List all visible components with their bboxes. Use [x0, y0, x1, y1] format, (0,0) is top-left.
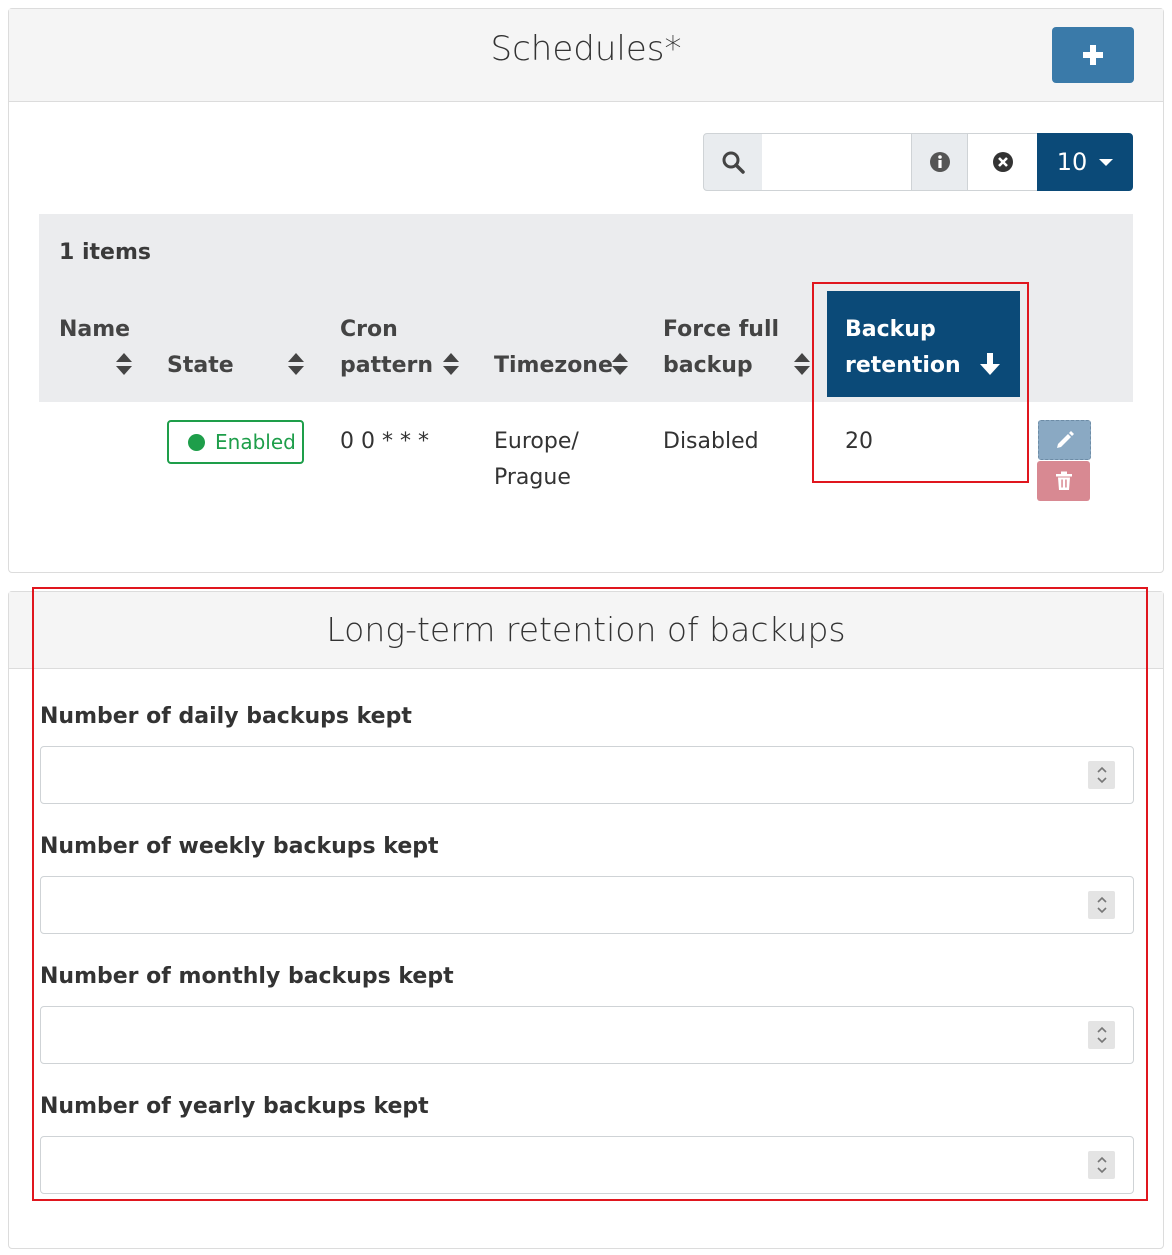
page-size-dropdown[interactable] [1037, 133, 1133, 191]
monthly-backups-input[interactable] [41, 1007, 1071, 1063]
schedules-panel [8, 8, 1164, 573]
yearly-backups-label: Number of yearly backups kept [40, 1094, 429, 1119]
monthly-backups-label: Number of monthly backups kept [40, 964, 454, 989]
status-dot-icon [188, 434, 205, 451]
column-header-label: backup [663, 353, 753, 378]
add-schedule-button[interactable] [1052, 27, 1134, 83]
row-timezone-line: Europe/ [494, 429, 579, 454]
sort-icon[interactable] [794, 353, 810, 375]
column-header-backup-retention[interactable] [827, 291, 1020, 397]
retention-panel-header [9, 592, 1163, 669]
column-header-label: State [167, 353, 234, 378]
monthly-backups-field [40, 1006, 1134, 1064]
schedules-panel-header [9, 9, 1163, 102]
status-label: Enabled [215, 430, 296, 454]
pencil-icon [1055, 430, 1075, 450]
info-icon [929, 151, 951, 173]
search-icon [721, 150, 745, 174]
weekly-backups-field [40, 876, 1134, 934]
monthly-backups-stepper[interactable] [1088, 1021, 1115, 1049]
trash-icon [1055, 471, 1073, 491]
stepper-arrows-icon [1095, 895, 1109, 915]
delete-schedule-button[interactable] [1037, 461, 1090, 501]
caret-down-icon [1099, 159, 1113, 166]
sort-icon[interactable] [288, 353, 304, 375]
search-input[interactable] [762, 133, 912, 191]
weekly-backups-input[interactable] [41, 877, 1071, 933]
stepper-arrows-icon [1095, 765, 1109, 785]
yearly-backups-stepper[interactable] [1088, 1151, 1115, 1179]
row-backup-retention: 20 [845, 429, 873, 454]
column-header-name[interactable] [59, 312, 139, 348]
yearly-backups-input[interactable] [41, 1137, 1071, 1193]
daily-backups-field [40, 746, 1134, 804]
row-timezone [494, 424, 579, 496]
column-header-state[interactable] [167, 348, 234, 384]
column-header-label: Timezone [494, 353, 613, 378]
items-count: 1 items [59, 240, 151, 265]
page-size-value: 10 [1056, 148, 1088, 176]
column-header-label: Cron [340, 317, 398, 342]
row-timezone-line: Prague [494, 465, 571, 490]
clear-circle-icon [992, 151, 1014, 173]
column-header-label: Backup [845, 317, 936, 342]
schedules-title: Schedules* [490, 29, 682, 69]
column-header-label: pattern [340, 353, 434, 378]
clear-search-button[interactable] [967, 133, 1038, 191]
daily-backups-stepper[interactable] [1088, 761, 1115, 789]
status-badge [167, 420, 304, 464]
row-force-full-backup: Disabled [663, 429, 759, 454]
sort-icon[interactable] [116, 353, 132, 375]
sort-icon[interactable] [443, 353, 459, 375]
column-header-label: Force full [663, 317, 780, 342]
column-header-force-full-backup[interactable] [663, 312, 779, 384]
search-info-addon[interactable] [911, 133, 968, 191]
long-term-retention-panel [8, 591, 1164, 1249]
row-cron-pattern: 0 0 * * * [340, 429, 429, 454]
stepper-arrows-icon [1095, 1025, 1109, 1045]
edit-schedule-button[interactable] [1038, 420, 1091, 460]
yearly-backups-field [40, 1136, 1134, 1194]
sort-icon[interactable] [612, 353, 628, 375]
table-header [39, 214, 1133, 402]
retention-title: Long-term retention of backups [326, 610, 846, 649]
weekly-backups-label: Number of weekly backups kept [40, 834, 439, 859]
column-header-label: retention [845, 353, 961, 378]
weekly-backups-stepper[interactable] [1088, 891, 1115, 919]
column-header-cron-pattern[interactable] [340, 312, 433, 384]
daily-backups-input[interactable] [41, 747, 1071, 803]
daily-backups-label: Number of daily backups kept [40, 704, 412, 729]
stepper-arrows-icon [1095, 1155, 1109, 1175]
sort-descending-icon [979, 352, 1001, 376]
column-header-label: Name [59, 317, 131, 342]
plus-icon [1082, 44, 1104, 66]
column-header-timezone[interactable] [494, 348, 613, 384]
search-addon [703, 133, 763, 191]
